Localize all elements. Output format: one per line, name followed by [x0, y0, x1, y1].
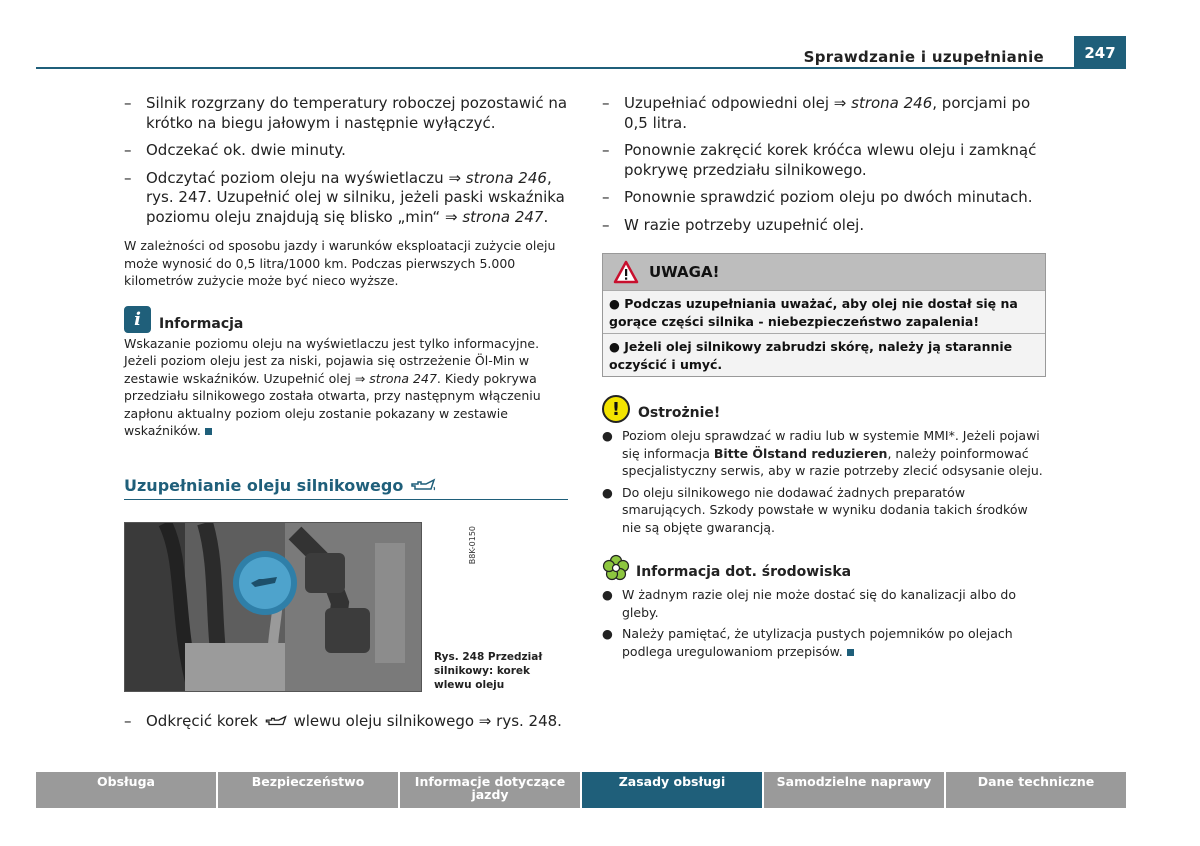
step-item: – Uzupełniać odpowiedni olej ⇒ strona 246, porcjami po 0,5 litra. [602, 94, 1031, 132]
caution-item: ● Do oleju silnikowego nie dodawać żadnych preparatów smarujących. Szkody powstałe w wyniku dodania takich środków nie są objęte gwarancją. [602, 484, 1028, 535]
tab-zasady-obslugi[interactable]: Zasady obsługi [582, 772, 762, 808]
warning-item: ● Podczas uzupełniania uważać, aby olej nie dostał się na gorące części silnika - niebezpieczeństwo zapalenia! [603, 290, 1045, 333]
info-body: Wskazanie poziomu oleju na wyświetlaczu jest tylko informacyjne. Jeżeli poziom oleju jest za niski, pojawia się ostrzeżenie Öl-Min w zestawie wskaźników. Uzupełnić olej ⇒ strona 247. Kiedy pokrywa przedziału silnikowego została otwarta, przy następnym włączeniu zapłonu aktualny poziom oleju zostanie pokazany w zestawie wskaźników. [124, 335, 541, 438]
tab-obsluga[interactable]: Obsługa [36, 772, 216, 808]
step-item: – W razie potrzeby uzupełnić olej. [602, 215, 865, 234]
tab-bezpieczenstwo[interactable]: Bezpieczeństwo [218, 772, 398, 808]
warning-triangle-icon [613, 260, 639, 284]
page-reference-link: strona 246 [465, 168, 547, 187]
figure-code: B8K-0150 [468, 525, 477, 564]
page-reference-link: strona 246 [851, 94, 933, 112]
consumption-paragraph: W zależności od sposobu jazdy i warunków eksploatacji zużycie oleju może wynosić do 0,5 litra/1000 km. Podczas pierwszych 5.000 kilometrów zużycie może być nieco wyższe. [124, 238, 556, 288]
tab-dane-techniczne[interactable]: Dane techniczne [946, 772, 1126, 808]
tab-samodzielne-naprawy[interactable]: Samodzielne naprawy [764, 772, 944, 808]
info-title: Informacja [159, 316, 244, 332]
figure-row [124, 522, 568, 694]
warning-item: ● Jeżeli olej silnikowy zabrudzi skórę, należy ją starannie oczyścić i umyć. [603, 333, 1045, 376]
tab-informacje-dotyczace-jazdy[interactable]: Informacje dotyczące jazdy [400, 772, 580, 808]
flower-environment-icon [602, 554, 630, 582]
engine-bay-photo [124, 522, 422, 692]
step-item: – Ponownie zakręcić korek króćca wlewu oleju i zamknąć pokrywę przedziału silnikowego. [602, 141, 1037, 179]
header-title: Sprawdzanie i uzupełnianie [803, 48, 1044, 66]
left-column [124, 94, 568, 739]
step-item: – Odczytać poziom oleju na wyświetlaczu ⇒ strona 246, rys. 247. Uzupełnić olej w silniku, jeżeli paski wskaźnika poziomu oleju znajdują się blisko „min“ ⇒ strona 247. [124, 168, 565, 226]
info-box-header [124, 306, 568, 333]
warning-box [602, 253, 1046, 377]
caution-title: Ostrożnie! [638, 405, 721, 421]
end-marker-icon [205, 428, 212, 435]
page-reference-link: strona 247 [462, 207, 544, 226]
warning-header [603, 254, 1045, 290]
footer-navigation [36, 772, 1126, 808]
caution-header [602, 395, 1046, 423]
caution-item: ● Poziom oleju sprawdzać w radiu lub w systemie MMI*. Jeżeli pojawi się informacja Bitte Ölstand reduzieren, należy poinformować specjalistyczny serwis, aby w razie potrzeby zlecić odsysanie oleju. [602, 428, 1043, 478]
header-rule [36, 67, 1126, 69]
oil-can-icon [263, 714, 289, 728]
right-column [602, 94, 1046, 660]
environment-title: Informacja dot. środowiska [636, 564, 852, 580]
figure-caption: Rys. 248 Przedział silnikowy: korek wlewu oleju [434, 650, 543, 691]
environment-header [602, 554, 1046, 582]
step-item: – Silnik rozgrzany do temperatury roboczej pozostawić na krótko na biegu jałowym i następnie wyłączyć. [124, 94, 568, 132]
step-item: – Odczekać ok. dwie minuty. [124, 141, 346, 159]
page-reference-link: strona 247 [369, 370, 437, 386]
warning-title: UWAGA! [649, 263, 720, 281]
step-item: – Odkręcić korek wlewu oleju silnikowego ⇒ rys. 248. [124, 711, 562, 730]
engine-bay-illustration [125, 523, 422, 692]
environment-item: ● Należy pamiętać, że utylizacja pustych pojemników po olejach podlega uregulowaniom przepisów. [602, 626, 1013, 659]
section-heading: Uzupełnianie oleju silnikowego [124, 476, 568, 500]
info-icon: i [124, 306, 151, 333]
step-item: – Ponownie sprawdzić poziom oleju po dwóch minutach. [602, 188, 1033, 206]
end-marker-icon [847, 649, 854, 656]
page-number: 247 [1074, 36, 1126, 69]
caution-exclamation-icon: ! [602, 395, 630, 423]
environment-item: ● W żadnym razie olej nie może dostać się do kanalizacji albo do gleby. [602, 587, 1017, 620]
oil-can-icon [409, 477, 437, 493]
